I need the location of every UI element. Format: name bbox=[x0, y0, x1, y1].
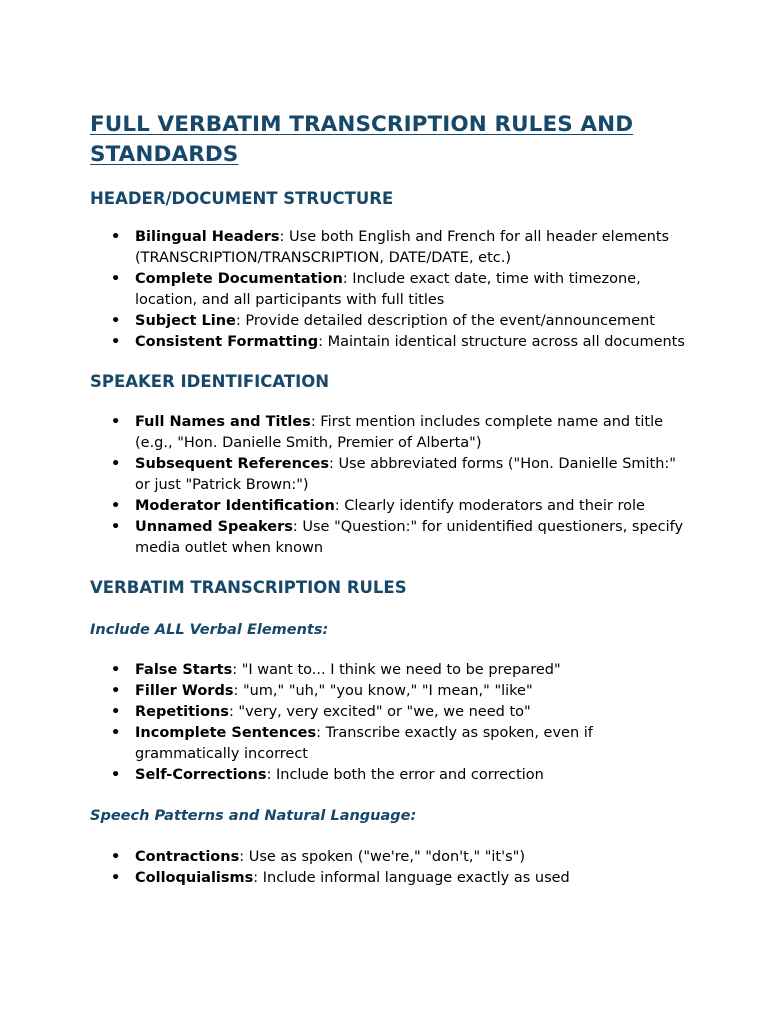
rule-text: : Include informal language exactly as used bbox=[253, 870, 570, 886]
speech-patterns-list bbox=[90, 847, 690, 889]
bullet-icon: • bbox=[111, 456, 121, 472]
subheading-speech-patterns: Speech Patterns and Natural Language: bbox=[90, 808, 417, 824]
section-heading-header-structure: HEADER/DOCUMENT STRUCTURE bbox=[90, 189, 394, 208]
bullet-icon: • bbox=[111, 313, 121, 329]
header-structure-list bbox=[90, 227, 690, 353]
rule-term: Contractions bbox=[135, 849, 240, 865]
rule-term: Moderator Identification bbox=[135, 498, 335, 514]
list-item bbox=[90, 847, 690, 868]
list-item bbox=[90, 765, 690, 786]
bullet-icon: • bbox=[111, 870, 121, 886]
rule-term: Incomplete Sentences bbox=[135, 725, 317, 741]
section-heading-speaker-identification: SPEAKER IDENTIFICATION bbox=[90, 372, 330, 391]
rule-term: Subsequent References bbox=[135, 456, 329, 472]
list-item bbox=[90, 868, 690, 889]
subheading-verbal-elements: Include ALL Verbal Elements: bbox=[90, 622, 329, 638]
section-heading-verbatim-rules: VERBATIM TRANSCRIPTION RULES bbox=[90, 578, 407, 597]
list-item bbox=[90, 332, 690, 353]
bullet-icon: • bbox=[111, 519, 121, 535]
rule-text: : Clearly identify moderators and their role bbox=[334, 498, 645, 514]
rule-text: : Include both the error and correction bbox=[266, 767, 544, 783]
verbal-elements-list bbox=[90, 660, 690, 786]
rule-text: : "very, very excited" or "we, we need to" bbox=[228, 704, 531, 720]
list-item bbox=[90, 681, 690, 702]
rule-term: Repetitions bbox=[135, 704, 229, 720]
bullet-icon: • bbox=[111, 725, 121, 741]
list-item bbox=[90, 227, 690, 269]
speaker-identification-list bbox=[90, 412, 690, 559]
rule-term: Self-Corrections bbox=[135, 767, 267, 783]
list-item bbox=[90, 311, 690, 332]
bullet-icon: • bbox=[111, 498, 121, 514]
bullet-icon: • bbox=[111, 334, 121, 350]
rule-text: : Transcribe exactly as spoken, even if grammatically incorrect bbox=[135, 725, 593, 762]
rule-term: False Starts bbox=[135, 662, 233, 678]
rule-text: : Provide detailed description of the event/announcement bbox=[235, 313, 655, 329]
bullet-icon: • bbox=[111, 767, 121, 783]
rule-text: : "I want to... I think we need to be prepared" bbox=[232, 662, 561, 678]
rule-text: : Use as spoken ("we're," "don't," "it's") bbox=[239, 849, 525, 865]
bullet-icon: • bbox=[111, 849, 121, 865]
rule-text: : Use both English and French for all header elements (TRANSCRIPTION/TRANSCRIPTION, DATE/DATE, etc.) bbox=[135, 229, 670, 266]
list-item bbox=[90, 269, 690, 311]
rule-term: Unnamed Speakers bbox=[135, 519, 293, 535]
rule-term: Consistent Formatting bbox=[135, 334, 319, 350]
list-item bbox=[90, 496, 690, 517]
rule-text: : "um," "uh," "you know," "I mean," "like" bbox=[233, 683, 533, 699]
bullet-icon: • bbox=[111, 414, 121, 430]
bullet-icon: • bbox=[111, 229, 121, 245]
list-item bbox=[90, 454, 690, 496]
rule-text: : Maintain identical structure across all documents bbox=[318, 334, 685, 350]
list-item bbox=[90, 702, 690, 723]
list-item bbox=[90, 723, 690, 765]
document-page bbox=[90, 110, 690, 889]
rule-term: Complete Documentation bbox=[135, 271, 343, 287]
rule-term: Colloquialisms bbox=[135, 870, 254, 886]
bullet-icon: • bbox=[111, 271, 121, 287]
rule-text: : Use abbreviated forms ("Hon. Danielle Smith:" or just "Patrick Brown:") bbox=[135, 456, 676, 493]
rule-term: Full Names and Titles bbox=[135, 414, 311, 430]
list-item bbox=[90, 660, 690, 681]
rule-term: Filler Words bbox=[135, 683, 234, 699]
rule-text: : First mention includes complete name and title (e.g., "Hon. Danielle Smith, Premier of Alberta") bbox=[135, 414, 664, 451]
rule-term: Subject Line bbox=[135, 313, 236, 329]
list-item bbox=[90, 517, 690, 559]
bullet-icon: • bbox=[111, 704, 121, 720]
bullet-icon: • bbox=[111, 683, 121, 699]
rule-term: Bilingual Headers bbox=[135, 229, 280, 245]
rule-text: : Include exact date, time with timezone, location, and all participants with full titles bbox=[135, 271, 641, 308]
bullet-icon: • bbox=[111, 662, 121, 678]
list-item bbox=[90, 412, 690, 454]
rule-text: : Use "Question:" for unidentified questioners, specify media outlet when known bbox=[135, 519, 684, 556]
document-title: FULL VERBATIM TRANSCRIPTION RULES AND STANDARDS bbox=[90, 112, 634, 167]
